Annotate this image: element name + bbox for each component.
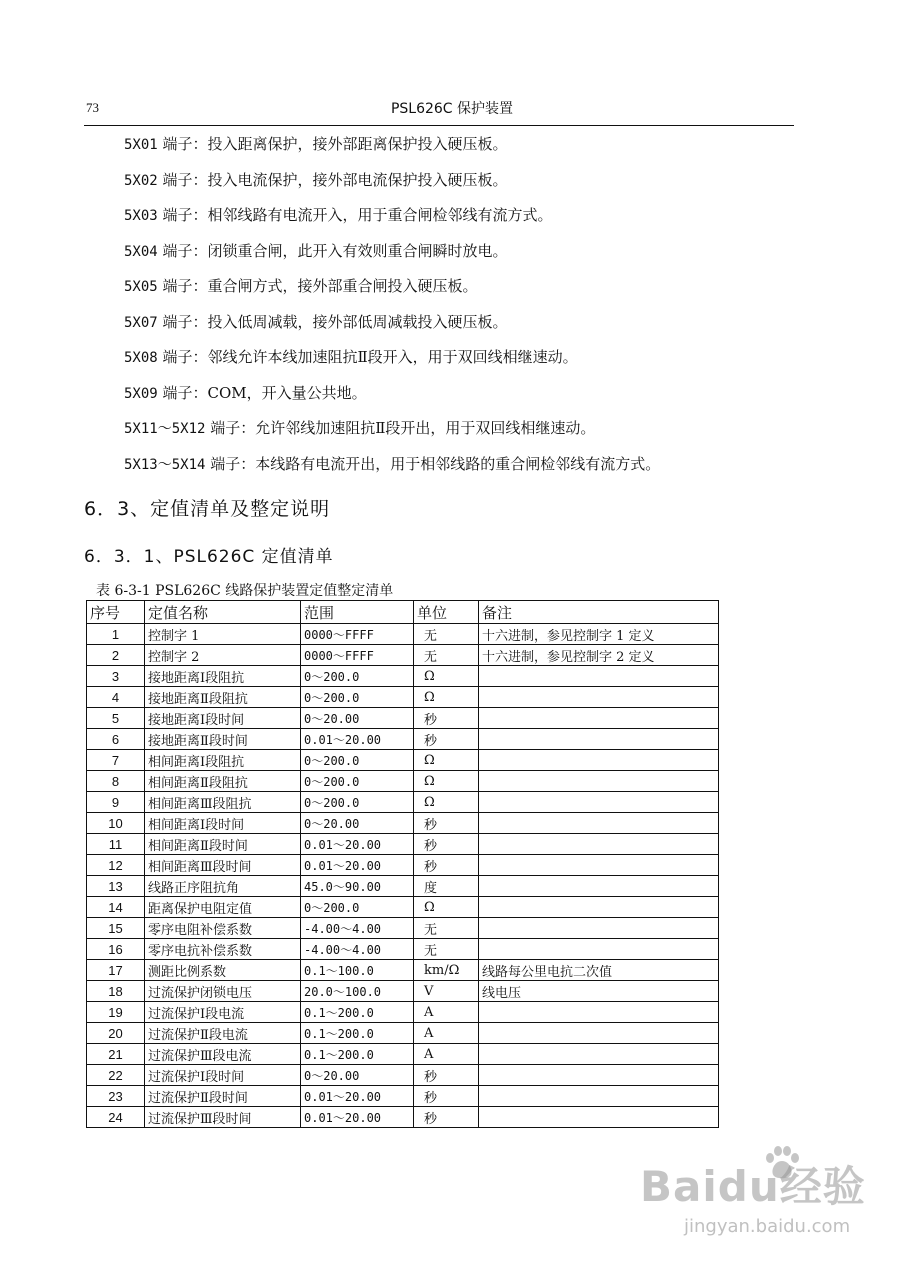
- cell-remark: 十六进制，参见控制字 2 定义: [479, 645, 719, 666]
- watermark-logo-text: Baidu经验: [640, 1162, 866, 1211]
- cell-index: 4: [87, 687, 145, 708]
- cell-range: 0.01～20.00: [301, 1107, 414, 1128]
- table-row: [87, 771, 719, 792]
- cell-unit: Ω: [414, 792, 479, 813]
- cell-unit: Ω: [414, 750, 479, 771]
- cell-setting-name: 过流保护Ⅲ段电流: [145, 1044, 301, 1065]
- cell-remark: [479, 834, 719, 855]
- terminal-description: 端子：闭锁重合闸，此开入有效则重合闸瞬时放电。: [157, 241, 508, 260]
- terminal-description: 端子：投入电流保护，接外部电流保护投入硬压板。: [157, 170, 508, 189]
- cell-unit: Ω: [414, 687, 479, 708]
- cell-unit: A: [414, 1002, 479, 1023]
- terminal-item: [124, 134, 804, 170]
- terminal-code: 5X07: [124, 314, 158, 331]
- cell-index: 3: [87, 666, 145, 687]
- subsection-heading: 6．3．1、PSL626C 定值清单: [84, 547, 334, 567]
- cell-range: 0～200.0: [301, 666, 414, 687]
- cell-remark: [479, 813, 719, 834]
- cell-remark: [479, 750, 719, 771]
- cell-remark: [479, 1044, 719, 1065]
- cell-remark: [479, 897, 719, 918]
- cell-remark: [479, 771, 719, 792]
- cell-setting-name: 相间距离Ⅱ段时间: [145, 834, 301, 855]
- cell-index: 1: [87, 624, 145, 645]
- table-row: [87, 918, 719, 939]
- cell-index: 24: [87, 1107, 145, 1128]
- terminal-item: [124, 170, 804, 206]
- cell-index: 14: [87, 897, 145, 918]
- cell-remark: 十六进制，参见控制字 1 定义: [479, 624, 719, 645]
- terminal-description: 端子：重合闸方式，接外部重合闸投入硬压板。: [157, 277, 478, 295]
- terminal-description: 端子：本线路有电流开出，用于相邻线路的重合闸检邻线有流方式。: [205, 454, 661, 473]
- cell-remark: [479, 687, 719, 708]
- cell-range: 0.1～100.0: [301, 960, 414, 981]
- header-range: 范围: [301, 601, 414, 624]
- terminal-code: 5X11～5X12: [124, 421, 206, 437]
- terminal-description: 端子：允许邻线加速阻抗Ⅱ段开出，用于双回线相继速动。: [205, 419, 596, 437]
- terminal-list: [124, 134, 804, 489]
- cell-range: 0.01～20.00: [301, 1086, 414, 1107]
- cell-unit: 秒: [414, 813, 479, 834]
- table-row: [87, 1107, 719, 1128]
- cell-setting-name: 距离保护电阻定值: [145, 897, 301, 918]
- cell-unit: 秒: [414, 1086, 479, 1107]
- table-body: [87, 624, 719, 1128]
- cell-index: 5: [87, 708, 145, 729]
- table-row: [87, 981, 719, 1002]
- cell-remark: [479, 729, 719, 750]
- cell-remark: [479, 1086, 719, 1107]
- table-row: [87, 897, 719, 918]
- cell-index: 15: [87, 918, 145, 939]
- cell-unit: 秒: [414, 729, 479, 750]
- cell-unit: 无: [414, 918, 479, 939]
- table-row: [87, 708, 719, 729]
- terminal-item: [124, 276, 804, 312]
- cell-range: 45.0～90.00: [301, 876, 414, 897]
- cell-setting-name: 过流保护Ⅰ段电流: [145, 1002, 301, 1023]
- table-row: [87, 1023, 719, 1044]
- cell-index: 16: [87, 939, 145, 960]
- cell-setting-name: 相间距离Ⅰ段阻抗: [145, 750, 301, 771]
- table-header-row: [87, 601, 719, 624]
- terminal-item: [124, 347, 804, 383]
- cell-range: 0～200.0: [301, 771, 414, 792]
- cell-range: 0～200.0: [301, 792, 414, 813]
- cell-unit: A: [414, 1023, 479, 1044]
- cell-setting-name: 零序电抗补偿系数: [145, 939, 301, 960]
- cell-setting-name: 过流保护Ⅱ段时间: [145, 1086, 301, 1107]
- cell-index: 6: [87, 729, 145, 750]
- cell-unit: Ω: [414, 666, 479, 687]
- cell-unit: km/Ω: [414, 960, 479, 981]
- table-row: [87, 750, 719, 771]
- header-setting-name: 定值名称: [145, 601, 301, 624]
- terminal-code: 5X09: [124, 385, 158, 402]
- cell-setting-name: 零序电阻补偿系数: [145, 918, 301, 939]
- cell-range: 0～20.00: [301, 708, 414, 729]
- cell-remark: [479, 1107, 719, 1128]
- cell-index: 2: [87, 645, 145, 666]
- cell-range: 0.1～200.0: [301, 1002, 414, 1023]
- terminal-description: 端子：投入距离保护，接外部距离保护投入硬压板。: [157, 135, 508, 153]
- cell-setting-name: 测距比例系数: [145, 960, 301, 981]
- section-heading: 6．3、定值清单及整定说明: [84, 498, 331, 520]
- page-header-title: PSL626C 保护装置: [390, 101, 514, 117]
- cell-unit: 秒: [414, 834, 479, 855]
- cell-setting-name: 线路正序阻抗角: [145, 876, 301, 897]
- cell-setting-name: 过流保护闭锁电压: [145, 981, 301, 1002]
- table-row: [87, 855, 719, 876]
- cell-setting-name: 接地距离Ⅰ段时间: [145, 708, 301, 729]
- cell-range: 0000～FFFF: [301, 624, 414, 645]
- table-row: [87, 1065, 719, 1086]
- terminal-description: 端子：相邻线路有电流开入，用于重合闸检邻线有流方式。: [157, 206, 553, 224]
- cell-remark: 线路每公里电抗二次值: [479, 960, 719, 981]
- cell-setting-name: 相间距离Ⅰ段时间: [145, 813, 301, 834]
- cell-range: 0.1～200.0: [301, 1044, 414, 1065]
- cell-remark: [479, 918, 719, 939]
- cell-index: 8: [87, 771, 145, 792]
- cell-setting-name: 控制字 1: [145, 624, 301, 645]
- table-row: [87, 687, 719, 708]
- cell-range: 0.1～200.0: [301, 1023, 414, 1044]
- cell-unit: 无: [414, 624, 479, 645]
- cell-range: 0.01～20.00: [301, 855, 414, 876]
- cell-setting-name: 接地距离Ⅰ段阻抗: [145, 666, 301, 687]
- table-row: [87, 813, 719, 834]
- table-row: [87, 1002, 719, 1023]
- cell-setting-name: 相间距离Ⅲ段时间: [145, 855, 301, 876]
- cell-unit: V: [414, 981, 479, 1002]
- cell-range: 0000～FFFF: [301, 645, 414, 666]
- terminal-item: [124, 454, 804, 490]
- cell-range: 0～20.00: [301, 1065, 414, 1086]
- cell-unit: 秒: [414, 1065, 479, 1086]
- table-row: [87, 1086, 719, 1107]
- cell-index: 21: [87, 1044, 145, 1065]
- cell-setting-name: 过流保护Ⅲ段时间: [145, 1107, 301, 1128]
- header-remark: 备注: [479, 601, 719, 624]
- cell-unit: 秒: [414, 1107, 479, 1128]
- cell-unit: A: [414, 1044, 479, 1065]
- cell-index: 17: [87, 960, 145, 981]
- cell-remark: [479, 939, 719, 960]
- cell-index: 18: [87, 981, 145, 1002]
- terminal-item: [124, 383, 804, 419]
- cell-setting-name: 相间距离Ⅲ段阻抗: [145, 792, 301, 813]
- cell-range: 20.0～100.0: [301, 981, 414, 1002]
- cell-range: 0.01～20.00: [301, 729, 414, 750]
- cell-remark: [479, 1023, 719, 1044]
- cell-index: 13: [87, 876, 145, 897]
- cell-unit: Ω: [414, 771, 479, 792]
- terminal-item: [124, 312, 804, 348]
- cell-remark: [479, 792, 719, 813]
- cell-index: 9: [87, 792, 145, 813]
- cell-range: 0.01～20.00: [301, 834, 414, 855]
- cell-remark: [479, 708, 719, 729]
- cell-remark: [479, 1065, 719, 1086]
- cell-setting-name: 接地距离Ⅱ段阻抗: [145, 687, 301, 708]
- table-row: [87, 939, 719, 960]
- cell-range: -4.00～4.00: [301, 939, 414, 960]
- cell-index: 19: [87, 1002, 145, 1023]
- cell-index: 20: [87, 1023, 145, 1044]
- table-row: [87, 645, 719, 666]
- terminal-description: 端子：投入低周减载，接外部低周减载投入硬压板。: [157, 312, 508, 331]
- cell-index: 7: [87, 750, 145, 771]
- baidu-watermark: [640, 1146, 870, 1246]
- terminal-code: 5X13～5X14: [124, 456, 206, 473]
- page-number: 73: [86, 100, 99, 115]
- cell-remark: [479, 876, 719, 897]
- terminal-code: 5X05: [124, 279, 158, 295]
- cell-range: 0～200.0: [301, 897, 414, 918]
- table-row: [87, 624, 719, 645]
- settings-table: [86, 600, 719, 1128]
- cell-range: 0～20.00: [301, 813, 414, 834]
- header-index: 序号: [87, 601, 145, 624]
- cell-unit: Ω: [414, 897, 479, 918]
- terminal-code: 5X04: [124, 243, 158, 260]
- cell-unit: 秒: [414, 855, 479, 876]
- terminal-item: [124, 241, 804, 277]
- cell-range: -4.00～4.00: [301, 918, 414, 939]
- table-row: [87, 834, 719, 855]
- cell-setting-name: 过流保护Ⅰ段时间: [145, 1065, 301, 1086]
- cell-unit: 秒: [414, 708, 479, 729]
- cell-setting-name: 相间距离Ⅱ段阻抗: [145, 771, 301, 792]
- terminal-code: 5X03: [124, 208, 158, 224]
- cell-setting-name: 过流保护Ⅱ段电流: [145, 1023, 301, 1044]
- cell-unit: 无: [414, 939, 479, 960]
- watermark-url: jingyan.baidu.com: [684, 1216, 851, 1237]
- cell-range: 0～200.0: [301, 687, 414, 708]
- cell-range: 0～200.0: [301, 750, 414, 771]
- cell-index: 10: [87, 813, 145, 834]
- terminal-description: 端子：邻线允许本线加速阻抗Ⅱ段开入，用于双回线相继速动。: [157, 348, 578, 366]
- cell-setting-name: 控制字 2: [145, 645, 301, 666]
- table-caption: 表 6-3-1 PSL626C 线路保护装置定值整定清单: [96, 583, 394, 599]
- cell-index: 23: [87, 1086, 145, 1107]
- cell-remark: [479, 855, 719, 876]
- header-divider: [84, 125, 794, 126]
- cell-remark: [479, 666, 719, 687]
- table-row: [87, 729, 719, 750]
- cell-unit: 无: [414, 645, 479, 666]
- terminal-code: 5X01: [124, 137, 158, 153]
- terminal-code: 5X08: [124, 350, 158, 366]
- header-unit: 单位: [414, 601, 479, 624]
- terminal-item: [124, 418, 804, 454]
- cell-remark: 线电压: [479, 981, 719, 1002]
- cell-remark: [479, 1002, 719, 1023]
- terminal-item: [124, 205, 804, 241]
- cell-setting-name: 接地距离Ⅱ段时间: [145, 729, 301, 750]
- cell-index: 11: [87, 834, 145, 855]
- table-row: [87, 876, 719, 897]
- terminal-description: 端子：COM，开入量公共地。: [157, 383, 367, 402]
- cell-index: 12: [87, 855, 145, 876]
- terminal-code: 5X02: [124, 172, 158, 189]
- table-row: [87, 666, 719, 687]
- table-row: [87, 792, 719, 813]
- table-row: [87, 960, 719, 981]
- cell-index: 22: [87, 1065, 145, 1086]
- table-row: [87, 1044, 719, 1065]
- cell-unit: 度: [414, 876, 479, 897]
